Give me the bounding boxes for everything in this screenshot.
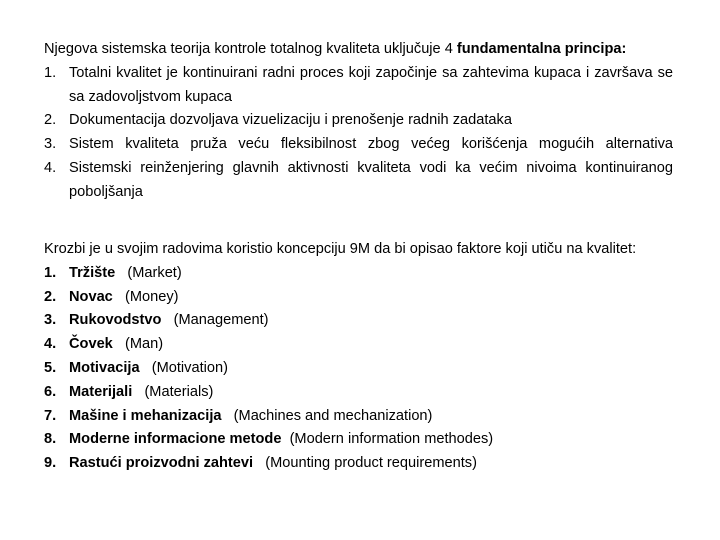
item-text: Sistemski reinženjering glavnih aktivnosti kvaliteta vodi ka većim nivoima kontinuiranog poboljšanja: [69, 159, 673, 200]
item-text: Totalni kvalitet je kontinuirani radni proces koji započinje sa zahtevima kupaca i završava se sa zadovoljstvom kupaca: [69, 64, 673, 105]
section-9m: [44, 238, 673, 476]
list-item: [44, 428, 673, 452]
item-translation: (Market): [127, 264, 182, 281]
item-text: Sistem kvaliteta pruža veću fleksibilnost zbog većeg korišćenja mogućih alternativa: [69, 136, 673, 153]
item-term: Čovek: [69, 336, 113, 353]
list-item: [44, 357, 673, 381]
principles-intro-bold: fundamentalna principa:: [456, 41, 627, 57]
item-number: 3.: [44, 312, 57, 329]
item-translation: (Management): [173, 312, 269, 329]
item-term: Rastući proizvodni zahtevi: [69, 455, 254, 472]
item-number: 9.: [44, 455, 57, 472]
principles-intro-text: Njegova sistemska teorija kontrole totalnog kvaliteta uključuje 4: [44, 41, 453, 57]
list-item: [44, 262, 673, 286]
item-term: Tržište: [69, 264, 116, 281]
list-item: [44, 286, 673, 310]
item-term: Materijali: [69, 383, 133, 400]
item-number: 2.: [44, 112, 57, 129]
item-number: 3.: [44, 136, 57, 153]
item-term: Mašine i mehanizacija: [69, 407, 222, 424]
list-item: [44, 333, 673, 357]
item-translation: (Materials): [144, 383, 214, 400]
item-number: 2.: [44, 288, 57, 305]
item-term: Rukovodstvo: [69, 312, 162, 329]
list-item: [44, 133, 673, 157]
item-translation: (Man): [124, 336, 164, 353]
item-translation: (Machines and mechanization): [233, 407, 433, 424]
item-term: Motivacija: [69, 359, 140, 376]
list-item: [44, 405, 673, 429]
item-number: 4.: [44, 159, 57, 176]
item-text: Dokumentacija dozvoljava vizuelizaciju i prenošenje radnih zadataka: [69, 112, 512, 129]
principles-list: [44, 62, 673, 205]
item-number: 4.: [44, 336, 57, 353]
nine-m-list: [44, 262, 673, 476]
item-translation: (Money): [124, 288, 179, 305]
item-number: 6.: [44, 383, 57, 400]
item-term: Novac: [69, 288, 113, 305]
item-translation: (Modern information methodes): [289, 431, 494, 448]
item-number: 1.: [44, 64, 57, 81]
item-number: 5.: [44, 359, 57, 376]
item-number: 1.: [44, 264, 57, 281]
nine-m-intro: Krozbi je u svojim radovima koristio koncepciju 9M da bi opisao faktore koji utiču na kvalitet:: [44, 241, 637, 257]
item-translation: (Mounting product requirements): [265, 455, 477, 472]
item-number: 8.: [44, 431, 57, 448]
item-term: Moderne informacione metode: [69, 431, 282, 448]
item-number: 7.: [44, 407, 57, 424]
principles-intro: [44, 38, 673, 62]
list-item: [44, 157, 673, 205]
list-item: [44, 309, 673, 333]
list-item: [44, 381, 673, 405]
list-item: [44, 452, 673, 476]
list-item: [44, 109, 673, 133]
list-item: [44, 62, 673, 110]
section-principles: [44, 38, 673, 205]
item-translation: (Motivation): [151, 359, 228, 376]
